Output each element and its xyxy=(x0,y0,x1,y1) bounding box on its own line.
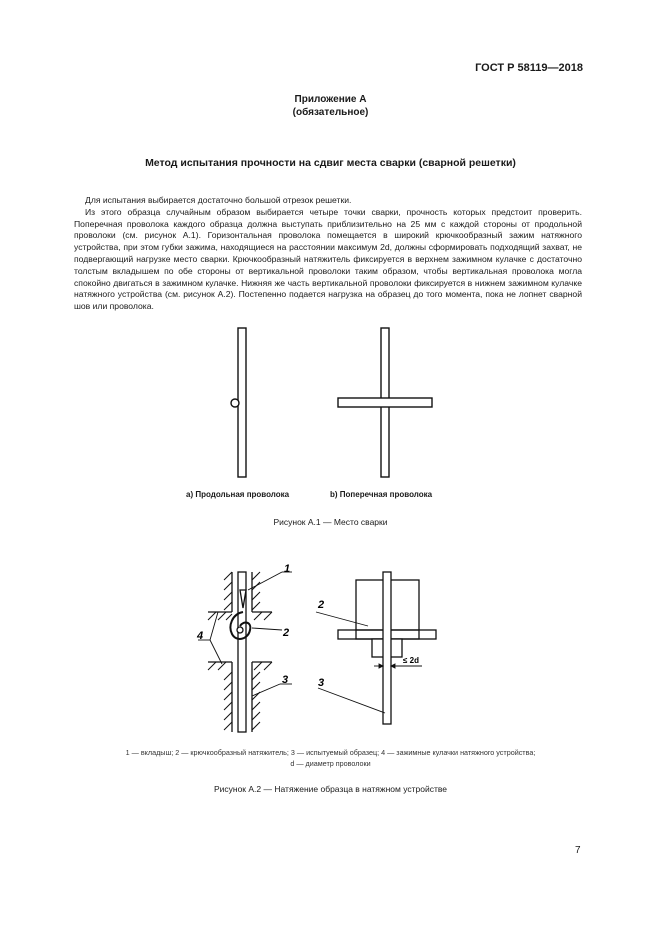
callout-2-right: 2 xyxy=(318,599,325,611)
figure-a1-label-a: a) Продольная проволока xyxy=(186,490,290,499)
figure-a2-caption: Рисунок А.2 — Натяжение образца в натяжном устройстве xyxy=(213,784,448,794)
callout-4: 4 xyxy=(197,630,204,642)
standard-number: ГОСТ Р 58119—2018 xyxy=(475,62,583,74)
legend-line-1: 1 — вкладыш; 2 — крючкообразный натяжитель; 3 — испытуемый образец; 4 — зажимные кулачки натяжного устройства; xyxy=(125,748,536,757)
figure-a2-side-view xyxy=(198,572,292,732)
dimension-label: ≤ 2d xyxy=(403,656,419,665)
callout-3-left: 3 xyxy=(282,674,289,686)
figure-a2-front-view xyxy=(316,572,436,724)
appendix-status: (обязательное) xyxy=(292,107,369,118)
callout-1: 1 xyxy=(284,563,291,575)
figure-a1-transverse-wire xyxy=(338,328,432,477)
section-title: Метод испытания прочности на сдвиг места сварки (сварной решетки) xyxy=(145,157,516,169)
callout-3-right: 3 xyxy=(318,677,325,689)
paragraph-2: Из этого образца случайным образом выбирается четыре точки сварки, прочность которых предстоит проверить. Поперечная проволока каждого образца должна выступать приблизительно на 25 мм с каждой стороны от продольной проволоки (см. рисунок А.1). Горизонтальная проволока помещается в широкий крючкообразный зажим натяжного устройства, при этом губки зажима, находящиеся на расстоянии максимум 2d, должны сформировать подходящий захват, не подвергающий нагрузке место сварки. Крючкообразный натяжитель фиксируется в верхнем зажимном кулачке с достаточно толстым вкладышем по обе стороны от вертикальной проволоки таким образом, чтобы вертикальная проволока могла спокойно двигаться в зажимном кулачке. Нижняя же часть вертикальной проволоки фиксируется в нижнем зажимном кулачке натяжного устройства (см. рисунок А.2). Постепенно подается нагрузка на образец до того момента, пока не лопнет сварной шов или проволока. xyxy=(74,206,582,312)
callout-2-left: 2 xyxy=(283,627,290,639)
figure-a1-longitudinal-wire xyxy=(231,328,246,477)
page-number: 7 xyxy=(575,845,581,856)
appendix-title: Приложение А xyxy=(294,94,367,105)
figure-a2-legend xyxy=(0,747,661,769)
legend-line-2: d — диаметр проволоки xyxy=(290,759,371,768)
figure-a1-label-b: b) Поперечная проволока xyxy=(330,490,433,499)
figure-a1-caption: Рисунок А.1 — Место сварки xyxy=(273,517,388,527)
paragraph-1: Для испытания выбирается достаточно большой отрезок решетки. xyxy=(85,195,352,205)
